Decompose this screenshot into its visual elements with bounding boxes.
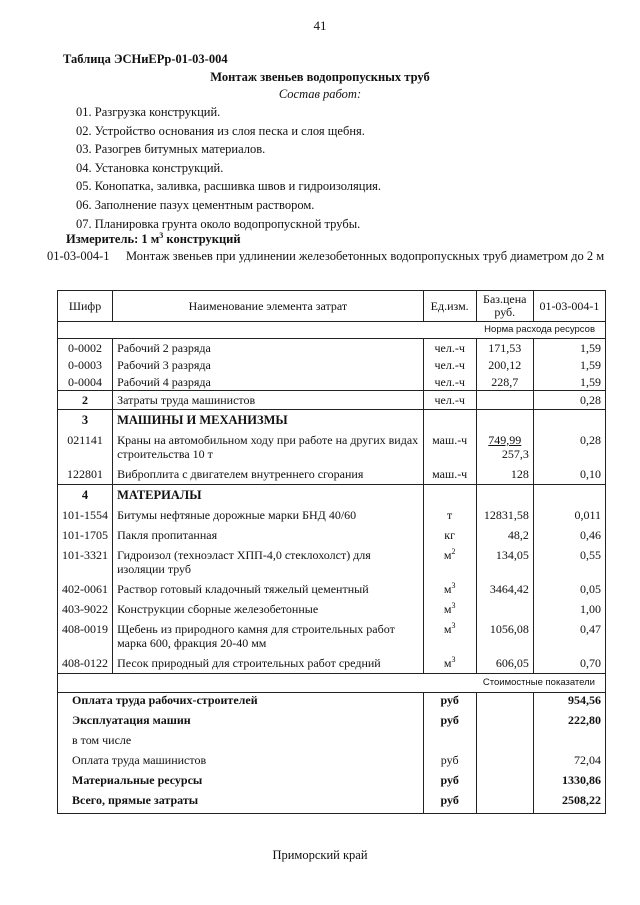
total-row: Эксплуатация машин руб 222,80 [58,713,606,733]
unit-cell: т [423,505,476,525]
materials-section-row: 4 МАТЕРИАЛЫ [58,485,606,506]
cost-label-row [58,674,606,693]
unit-cell: кг [423,525,476,545]
labor-row: 0-0002 Рабочий 2 разряда чел.-ч 171,53 1,59 [58,339,606,357]
work-item: 07. Планировка грунта около водопропускной трубы. [76,216,361,231]
unit-cell: $м^3$ [423,599,476,619]
material-row: 101-1705 Пакля пропитанная кг 48,2 0,46 [58,525,606,545]
work-item: 04. Установка конструкций. [76,160,224,175]
norm-description: Монтаж звеньев при удлинении железобетонных водопропускных труб диаметром до 2 м [126,249,605,263]
footer-region: Приморский край [272,848,368,862]
total-row: в том числе [58,733,606,753]
header-unit: Ед.изм. [423,291,476,322]
work-item: 03. Разогрев битумных материалов. [76,142,266,157]
cost-label: Стоимостные показатели [58,674,606,693]
resource-table [57,290,606,814]
material-row: 101-3321 Гидроизол (техноэласт ХПП-4,0 стеклохолст) для изоляции труб $м^2$ 134,05 0,55 [58,545,606,579]
labor-row: 0-0003 Рабочий 3 разряда чел.-ч 200,12 1,59 [58,356,606,373]
labor-row: 0-0004 Рабочий 4 разряда чел.-ч 228,7 1,59 [58,373,606,391]
machinist-row: 2 Затраты труда машинистов чел.-ч 0,28 [58,391,606,410]
norma-label: Норма расхода ресурсов [58,322,606,339]
work-item: 06. Заполнение пазух цементным раствором. [76,197,315,212]
composition-title: Состав работ: [278,87,362,101]
base-price: 749,99 [488,433,522,447]
norma-row [58,322,606,339]
material-row: 101-1554 Битумы нефтяные дорожные марки БНД 40/60 т 12831,58 0,011 [58,505,606,525]
unit-cell: $м^3$ [423,619,476,653]
work-item: 05. Конопатка, заливка, расшивка швов и гидроизоляция. [76,179,382,194]
material-row: 402-0061 Раствор готовый кладочный тяжелый цементный $м^3$ 3464,42 0,05 [58,579,606,599]
table-title: Таблица ЭСНиЕРр-01-03-004 [63,52,228,66]
unit-cell: $м^3$ [423,653,476,674]
main-title: Монтаж звеньев водопропускных труб [210,70,430,84]
total-row: Оплата труда машинистов руб 72,04 [58,753,606,773]
header-code: Шифр [58,291,113,322]
total-row: Материальные ресурсы руб 1330,86 [58,773,606,793]
machines-section-row: 3 МАШИНЫ И МЕХАНИЗМЫ [58,410,606,431]
unit-cell: $м^3$ [423,579,476,599]
material-row: 408-0019 Щебень из природного камня для строительных работ марка 600, фракция 20-40 мм $м^3$ 1056,08 0,47 [58,619,606,653]
machinist-price: 257,3 [501,447,529,461]
header-price: Баз.цена руб. [476,291,533,322]
material-row: 408-0122 Песок природный для строительных работ средний $м^3$ 606,05 0,70 [58,653,606,674]
machine-row: 021141 Краны на автомобильном ходу при работе на других видах строительства 10 т маш.-ч 749,99 257,3 0,28 [58,430,606,464]
total-row: Всего, прямые затраты руб 2508,22 [58,793,606,814]
material-row: 403-9022 Конструкции сборные железобетонные $м^3$ 1,00 [58,599,606,619]
work-item: 02. Устройство основания из слоя песка и слоя щебня. [76,123,365,138]
measure-unit: Измеритель: 1 $м^3$ конструкций [66,231,241,247]
table-header-row [58,291,606,322]
header-name: Наименование элемента затрат [113,291,424,322]
works-list [76,103,381,233]
work-item: 01. Разгрузка конструкций. [76,105,221,119]
machine-row: 122801 Виброплита с двигателем внутреннего сгорания маш.-ч 128 0,10 [58,464,606,485]
total-row: Оплата труда рабочих-строителей руб 954,56 [58,693,606,714]
norm-code: 01-03-004-1 [47,249,110,263]
unit-cell: $м^2$ [423,545,476,579]
page-number: 41 [313,18,327,33]
header-norm: 01-03-004-1 [533,291,605,322]
